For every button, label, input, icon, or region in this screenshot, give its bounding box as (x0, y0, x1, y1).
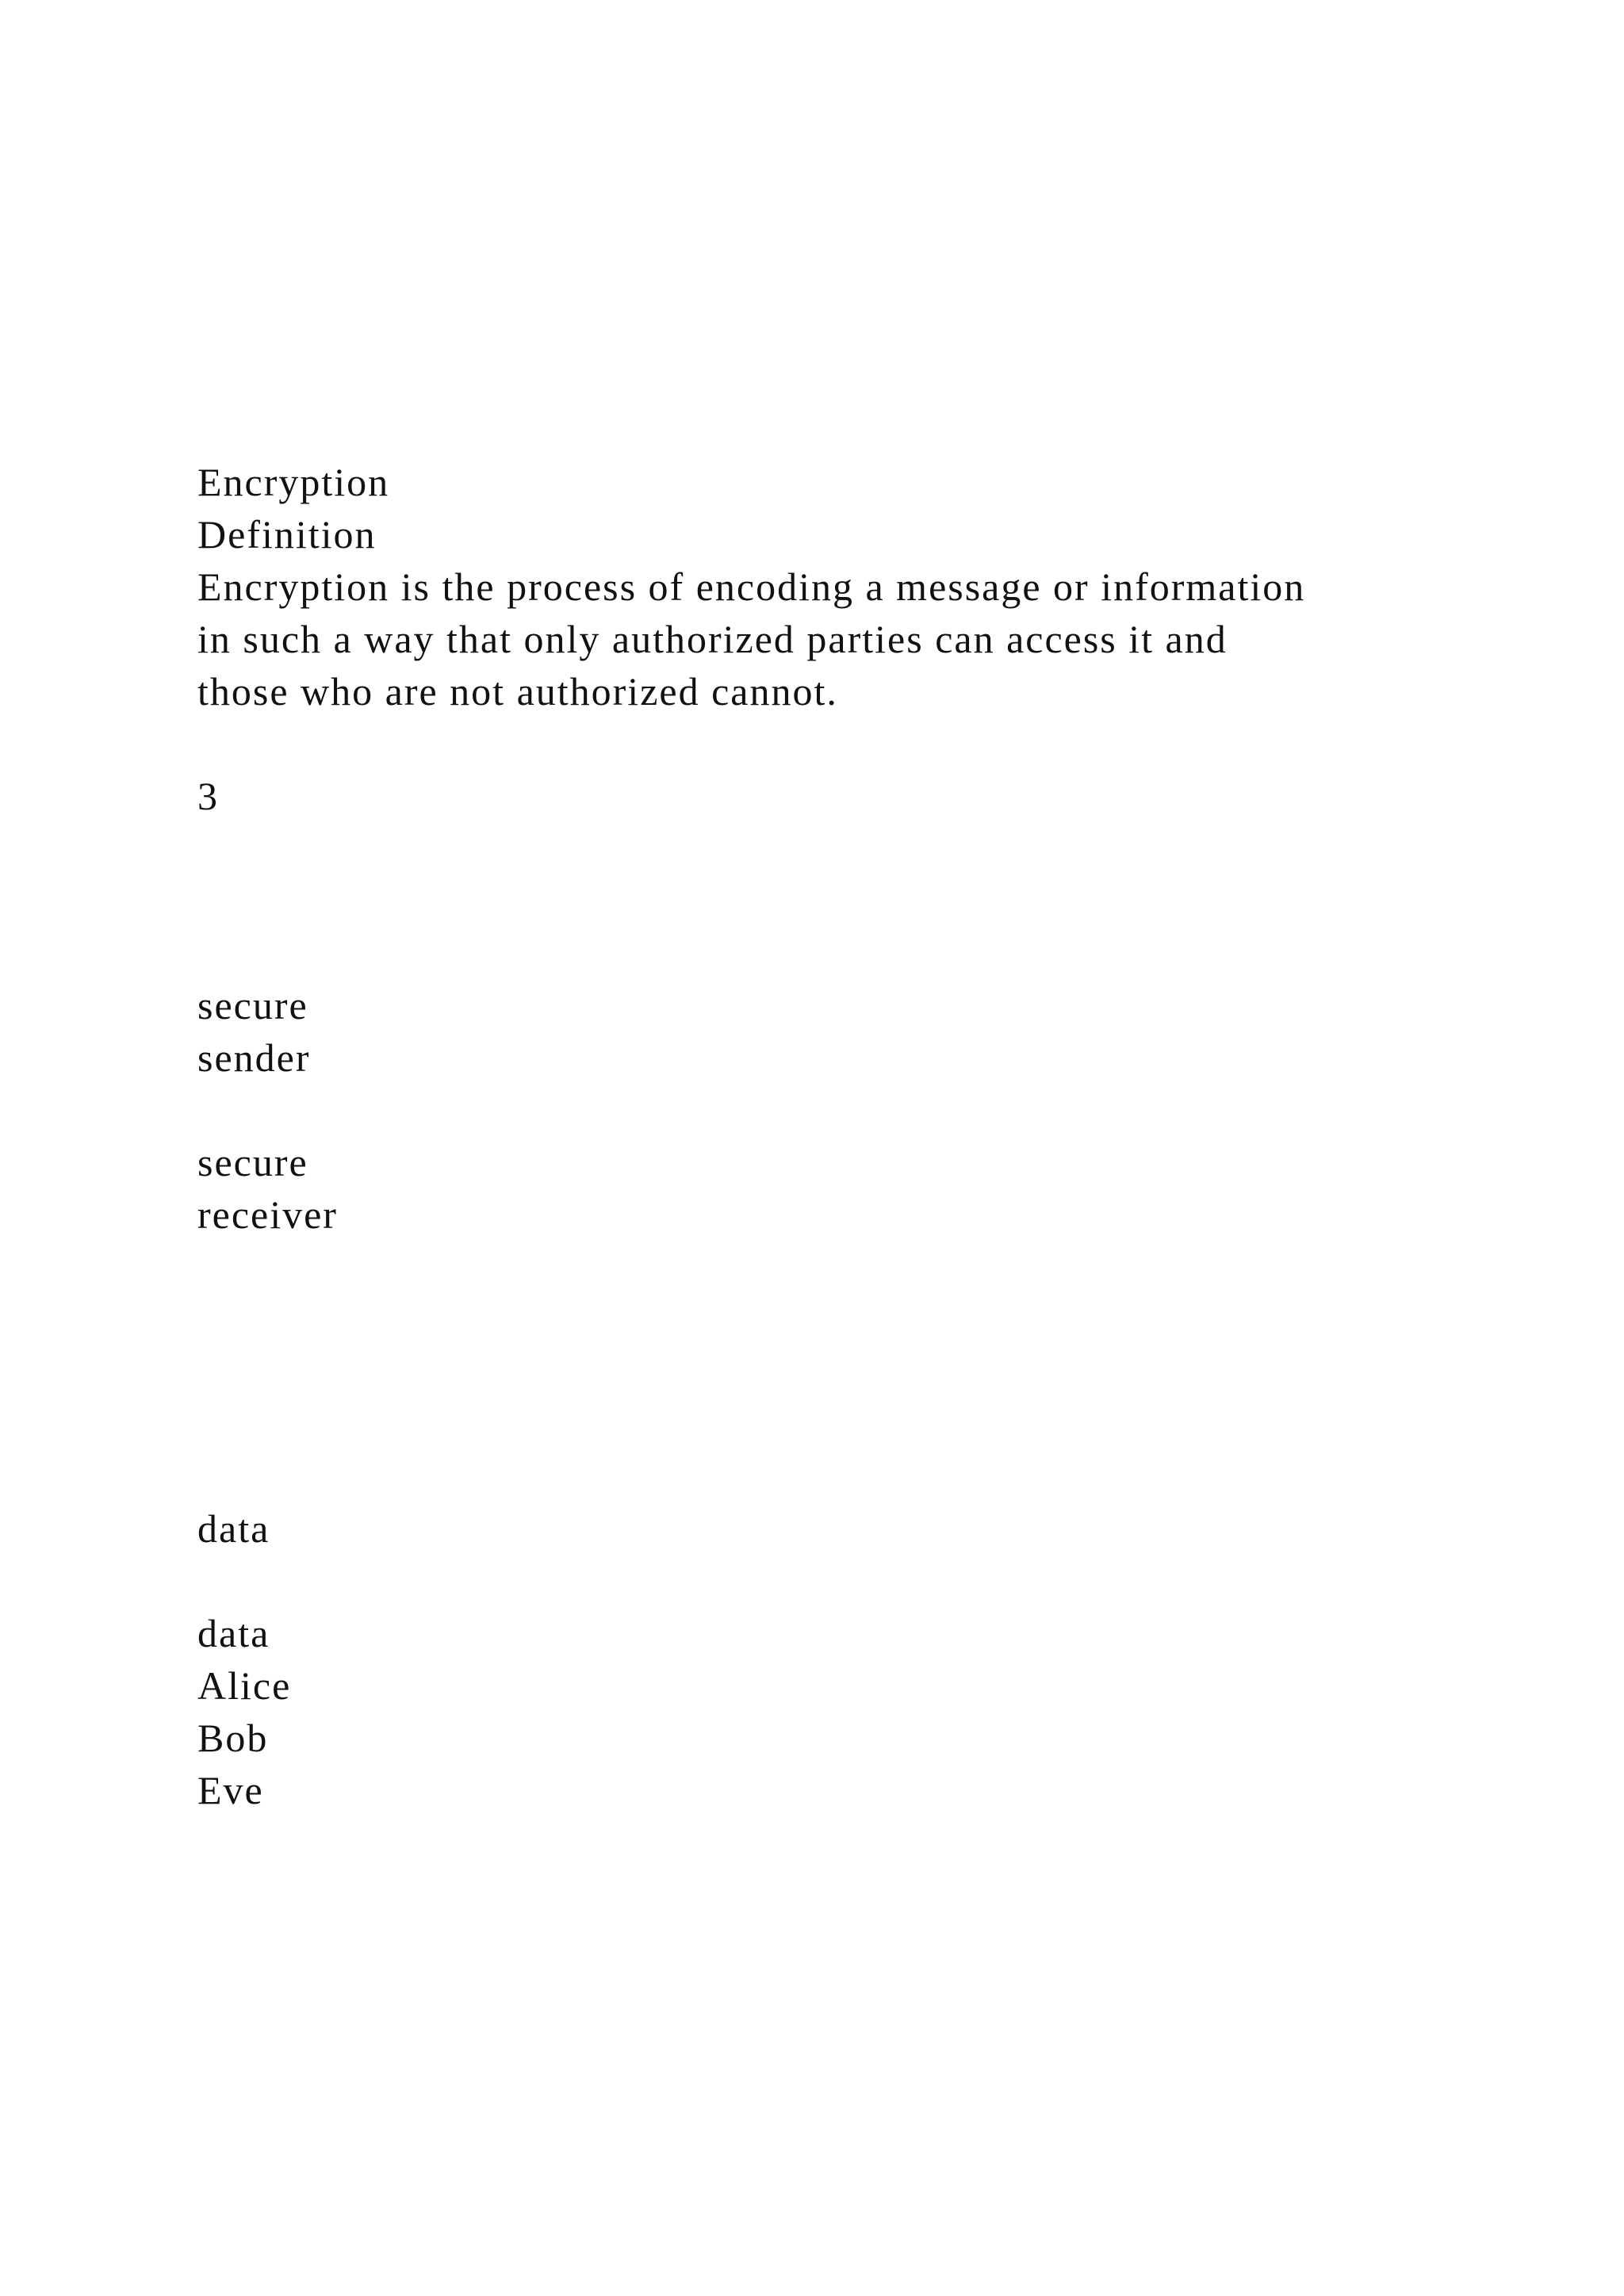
page-number: 3 (197, 774, 219, 818)
label-eve: Eve (197, 1768, 264, 1812)
label-secure-receiver-1: secure (197, 1140, 308, 1184)
label-secure-sender-2: sender (197, 1035, 311, 1080)
label-secure-receiver-2: receiver (197, 1192, 338, 1237)
label-secure-sender-1: secure (197, 983, 308, 1027)
subtitle: Definition (197, 512, 377, 557)
label-data-1: data (197, 1506, 270, 1551)
label-data-2: data (197, 1611, 270, 1655)
definition-line-2: in such a way that only authorized parties can access it and (197, 617, 1228, 661)
title: Encryption (197, 460, 390, 504)
definition-line-3: those who are not authorized cannot. (197, 669, 838, 714)
label-alice: Alice (197, 1663, 292, 1708)
label-bob: Bob (197, 1716, 269, 1760)
definition-line-1: Encryption is the process of encoding a message or information (197, 564, 1306, 609)
